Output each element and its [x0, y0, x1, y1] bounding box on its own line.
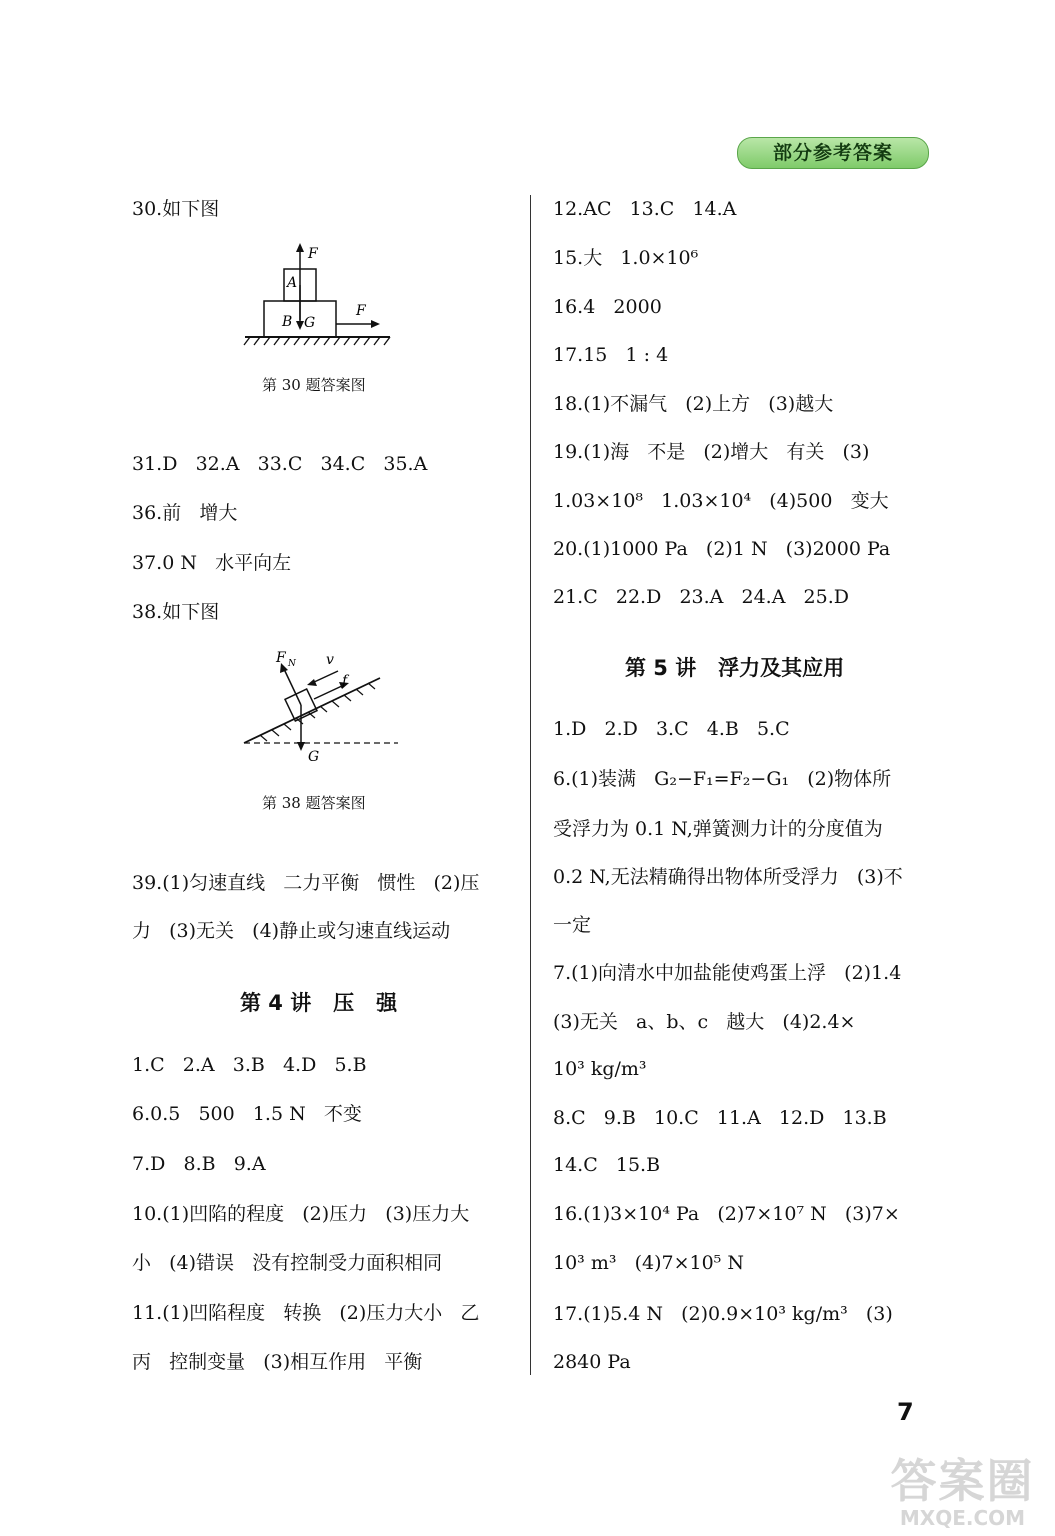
- answer-20: 20.(1)1000 Pa (2)1 N (3)2000 Pa: [553, 538, 891, 560]
- s5-answers-14-15: 14.C 15.B: [553, 1154, 661, 1176]
- section-tag: 部分参考答案: [737, 137, 929, 169]
- s4-answer-11-line1: 11.(1)凹陷程度 转换 (2)压力大小 乙: [132, 1302, 480, 1324]
- s5-answers-1-5: 1.D 2.D 3.C 4.B 5.C: [553, 718, 790, 740]
- s4-answers-7-9: 7.D 8.B 9.A: [132, 1153, 266, 1175]
- figure-38-caption: 第 38 题答案图: [262, 794, 366, 812]
- column-divider: [530, 195, 531, 1375]
- answer-30: 30.如下图: [132, 198, 220, 220]
- answer-39-line2: 力 (3)无关 (4)静止或匀速直线运动: [132, 920, 451, 942]
- s5-answer-7-line1: 7.(1)向清水中加盐能使鸡蛋上浮 (2)1.4: [553, 962, 902, 984]
- answer-19-line2: 1.03×10⁸ 1.03×10⁴ (4)500 变大: [553, 490, 889, 512]
- s5-answer-16-line1: 16.(1)3×10⁴ Pa (2)7×10⁷ N (3)7×: [553, 1203, 900, 1225]
- answer-18: 18.(1)不漏气 (2)上方 (3)越大: [553, 393, 834, 415]
- s5-answer-6-line2: 受浮力为 0.1 N,弹簧测力计的分度值为: [553, 818, 883, 840]
- s4-answers-1-5: 1.C 2.A 3.B 4.D 5.B: [132, 1054, 367, 1076]
- s5-answer-6-line3: 0.2 N,无法精确得出物体所受浮力 (3)不: [553, 866, 903, 888]
- label-F-right: F: [356, 303, 366, 319]
- s4-answer-6: 6.0.5 500 1.5 N 不变: [132, 1103, 362, 1125]
- s5-answer-6-line4: 一定: [553, 914, 592, 936]
- answers-12-14: 12.AC 13.C 14.A: [553, 198, 737, 220]
- s5-answers-8-13: 8.C 9.B 10.C 11.A 12.D 13.B: [553, 1107, 887, 1129]
- answer-17: 17.15 1 : 4: [553, 344, 669, 366]
- s4-answer-10-line1: 10.(1)凹陷的程度 (2)压力 (3)压力大: [132, 1203, 470, 1225]
- answer-39-line1: 39.(1)匀速直线 二力平衡 惯性 (2)压: [132, 872, 480, 894]
- section-4-title: 第 4 讲 压 强: [240, 991, 398, 1015]
- s4-answer-10-line2: 小 (4)错误 没有控制受力面积相同: [132, 1252, 443, 1274]
- page-number: 7: [897, 1398, 914, 1426]
- s5-answer-16-line2: 10³ m³ (4)7×10⁵ N: [553, 1252, 744, 1274]
- section-5-title: 第 5 讲 浮力及其应用: [625, 656, 845, 680]
- s5-answer-6-line1: 6.(1)装满 G₂−F₁=F₂−G₁ (2)物体所: [553, 768, 892, 790]
- figure-38: [240, 645, 405, 770]
- watermark-logo: 答案圈: [890, 1454, 1035, 1508]
- figure-30-caption: 第 30 题答案图: [262, 376, 366, 394]
- label-v: v: [326, 652, 334, 668]
- answer-38: 38.如下图: [132, 601, 220, 623]
- watermark: [875, 1455, 1050, 1529]
- label-A: A: [287, 275, 298, 291]
- label-G: G: [308, 749, 320, 765]
- s4-answer-11-line2: 丙 控制变量 (3)相互作用 平衡: [132, 1351, 423, 1373]
- answer-36: 36.前 增大: [132, 502, 238, 524]
- answers-21-25: 21.C 22.D 23.A 24.A 25.D: [553, 586, 850, 608]
- label-F-up: F: [308, 246, 318, 262]
- answers-31-35: 31.D 32.A 33.C 34.C 35.A: [132, 453, 428, 475]
- figure-30: [240, 240, 400, 355]
- s5-answer-17-line1: 17.(1)5.4 N (2)0.9×10³ kg/m³ (3): [553, 1303, 893, 1325]
- s5-answer-17-line2: 2840 Pa: [553, 1351, 631, 1373]
- s5-answer-7-line2: (3)无关 a、b、c 越大 (4)2.4×: [553, 1011, 856, 1033]
- label-f: f: [342, 673, 348, 689]
- label-FN-sub: N: [288, 659, 296, 669]
- label-G: G: [304, 315, 316, 331]
- answer-19-line1: 19.(1)海 不是 (2)增大 有关 (3): [553, 441, 870, 463]
- watermark-url: MXQE.COM: [899, 1506, 1026, 1530]
- answer-16: 16.4 2000: [553, 296, 662, 318]
- label-FN: F: [276, 650, 286, 666]
- label-B: B: [282, 314, 293, 330]
- answer-37: 37.0 N 水平向左: [132, 552, 292, 574]
- s5-answer-7-line3: 10³ kg/m³: [553, 1058, 647, 1080]
- answer-15: 15.大 1.0×10⁶: [553, 247, 699, 269]
